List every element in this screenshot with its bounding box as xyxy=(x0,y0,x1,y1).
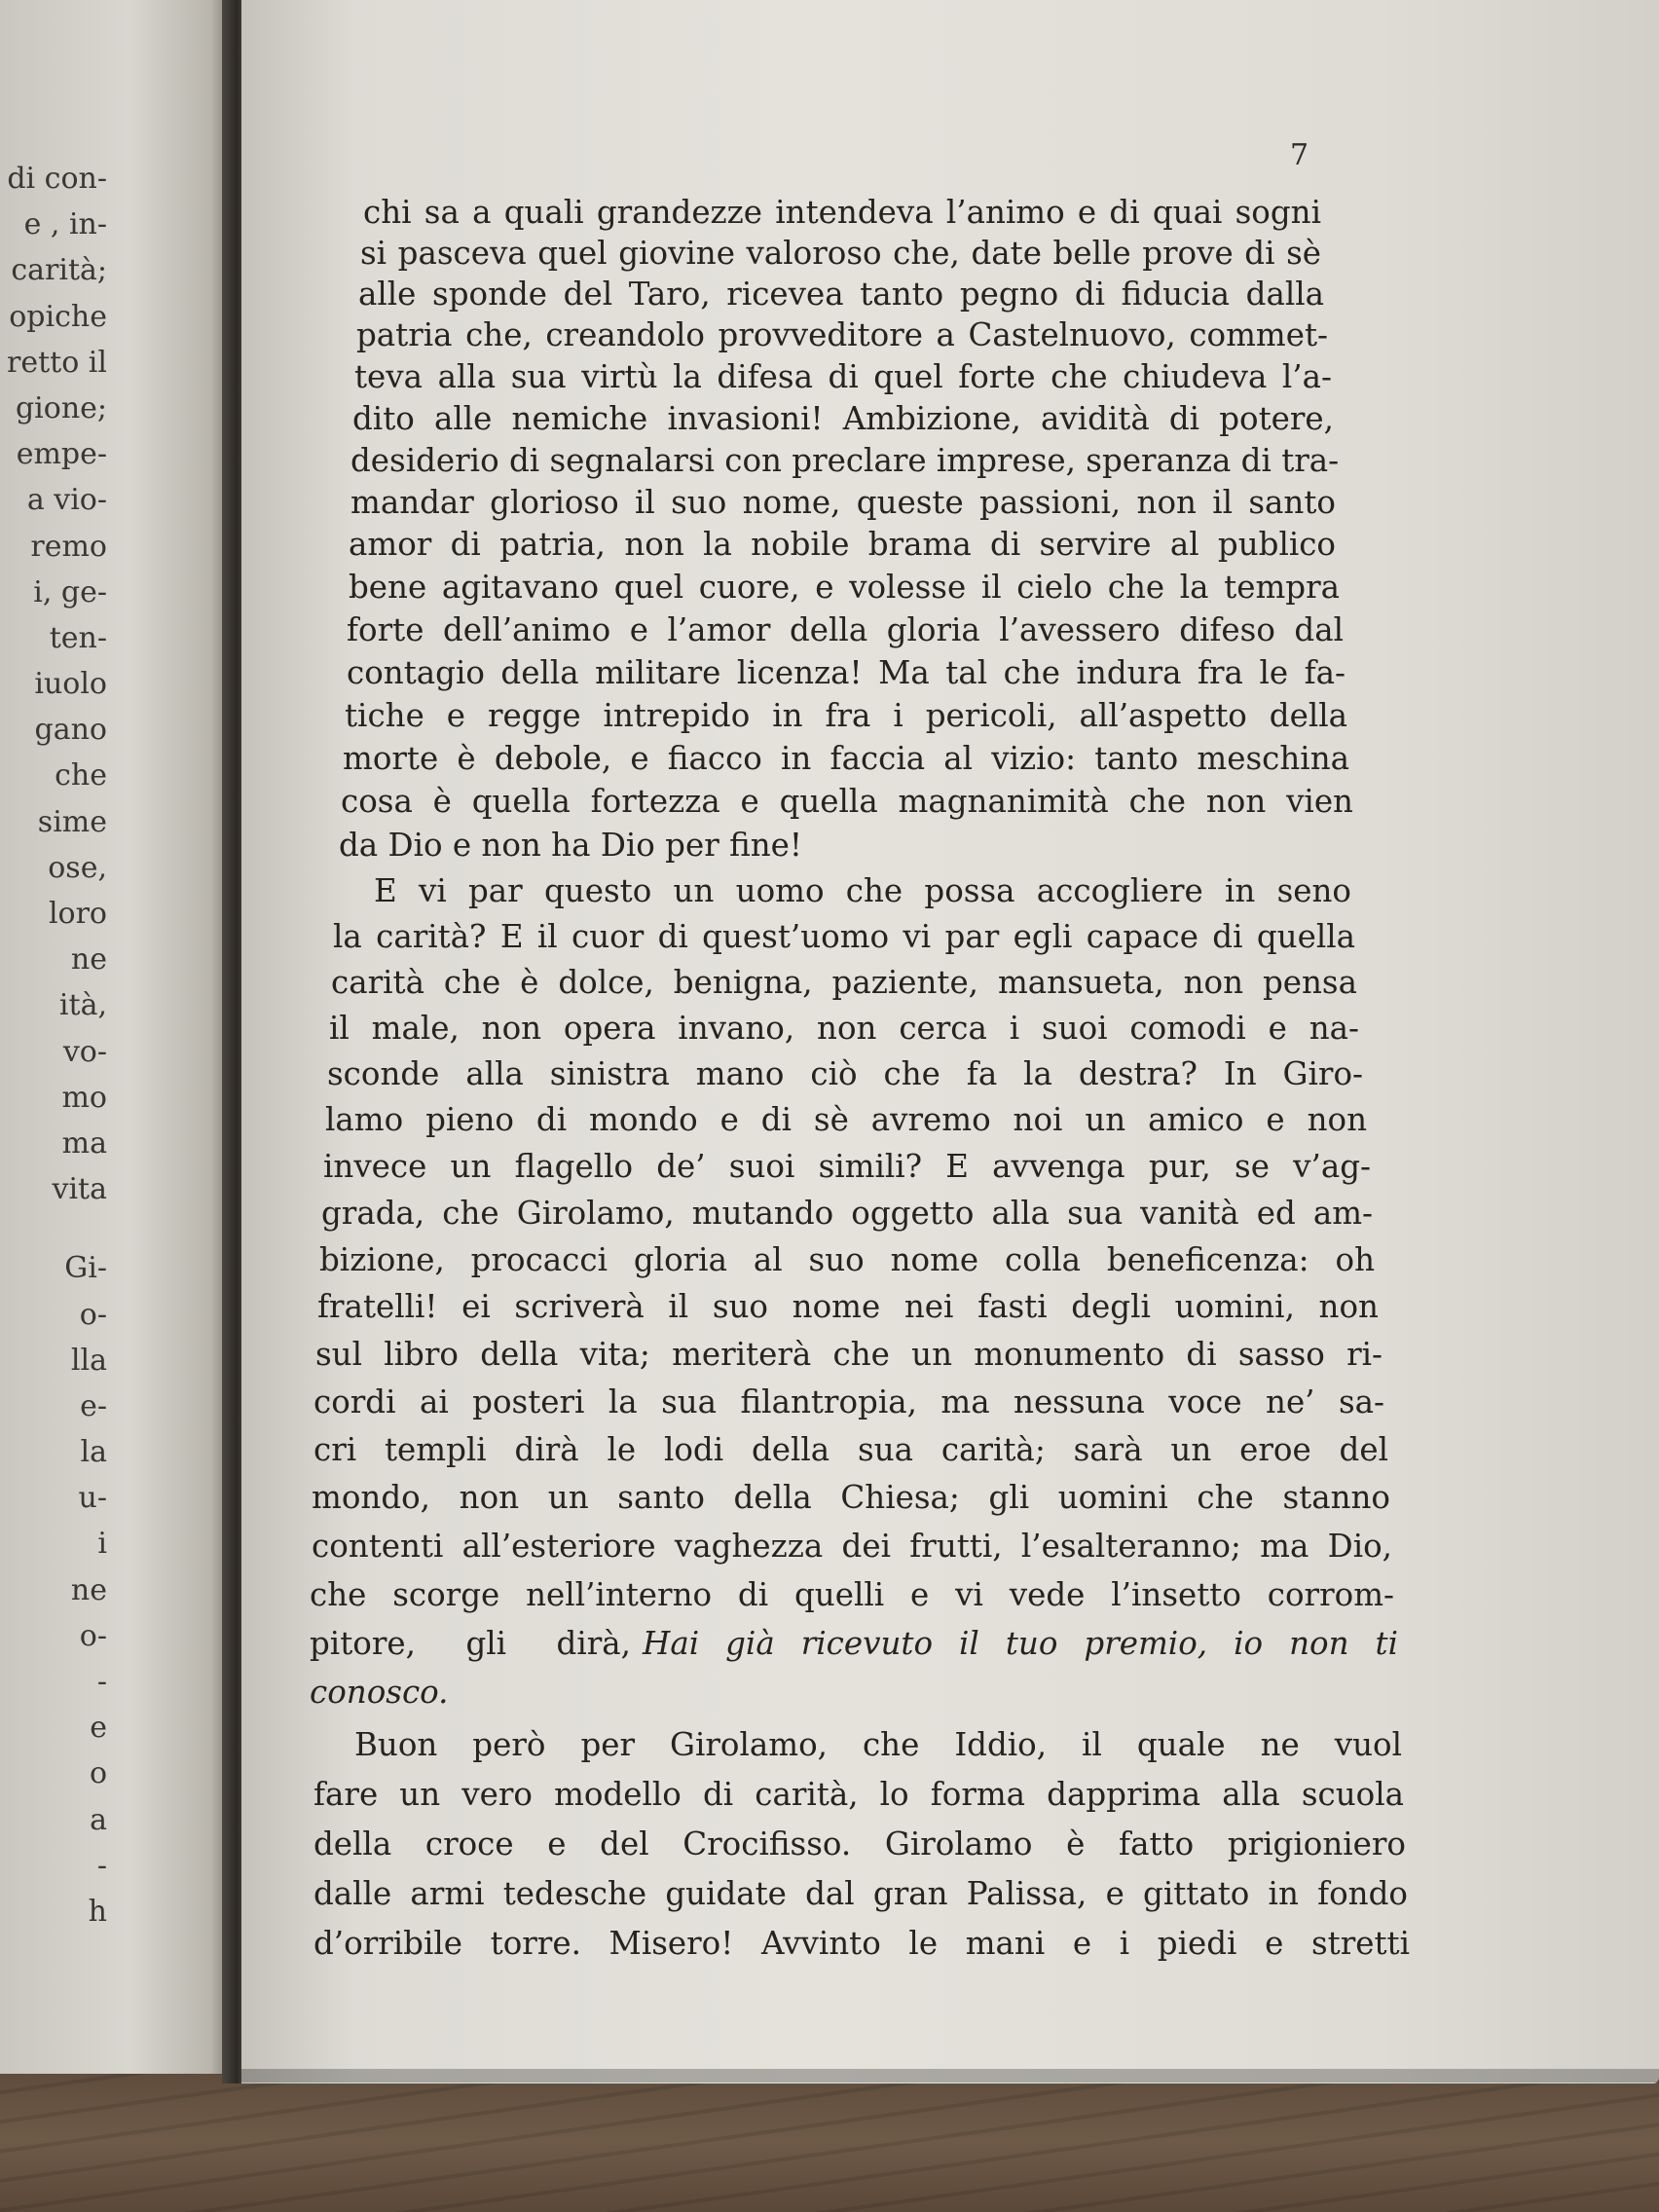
left-page-fragment: opiche xyxy=(9,299,107,334)
left-page-fragment: ne xyxy=(70,1572,107,1607)
left-page-fragment: e , in- xyxy=(23,207,107,242)
left-page-fragment: o- xyxy=(79,1618,107,1653)
text-line: bizione, procacci gloria al suo nome colla beneficenza: oh xyxy=(319,1241,1375,1278)
page-number: 7 xyxy=(1290,138,1309,172)
text-line: contagio della militare licenza! Ma tal che indura fra le fa- xyxy=(347,654,1346,691)
left-page-fragment: e- xyxy=(80,1388,107,1423)
left-page-fragment: a xyxy=(90,1802,107,1837)
text-line-italic: Hai già ricevuto il tuo premio, io non ti xyxy=(643,1625,1398,1662)
text-line: sconde alla sinistra mano ciò che fa la destra? In Giro- xyxy=(327,1055,1363,1092)
text-line: amor di patria, non la nobile brama di servire al publico xyxy=(349,526,1336,563)
left-page-text xyxy=(0,156,226,1935)
left-page-fragment: gione; xyxy=(15,390,107,425)
left-page-fragment: i xyxy=(97,1527,107,1562)
left-page-fragment: sime xyxy=(37,804,107,839)
text-line: da Dio e non ha Dio per fine! xyxy=(339,827,802,864)
text-line: fratelli! ei scriverà il suo nome nei fasti degli uomini, non xyxy=(317,1288,1379,1325)
text-line: la carità? E il cuor di quest’uomo vi par egli capace di quella xyxy=(333,918,1355,955)
left-page-fragment: vo- xyxy=(62,1034,107,1069)
left-page-fragment: iuolo xyxy=(34,667,107,702)
text-line: cosa è quella fortezza e quella magnanimità che non vien xyxy=(341,783,1353,820)
left-page-fragment: loro xyxy=(48,897,107,931)
left-page-fragment: carità; xyxy=(11,253,107,288)
text-line: il male, non opera invano, non cerca i suoi comodi e na- xyxy=(329,1010,1359,1047)
left-page-fragment: a vio- xyxy=(26,483,107,518)
left-page xyxy=(0,0,234,2074)
left-page-fragment: di con- xyxy=(7,162,107,196)
text-line: desiderio di segnalarsi con preclare imprese, speranza di tra- xyxy=(350,442,1340,479)
text-line-italic: conosco. xyxy=(310,1674,449,1711)
left-page-fragment: ne xyxy=(70,942,107,977)
left-page-fragment: mo xyxy=(61,1080,107,1115)
left-page-fragment: o xyxy=(89,1756,107,1791)
text-line: grada, che Girolamo, mutando oggetto alla sua vanità ed am- xyxy=(321,1195,1373,1232)
text-line: morte è debole, e fiacco in faccia al vizio: tanto meschina xyxy=(343,740,1349,777)
left-page-fragment: ma xyxy=(61,1125,107,1161)
text-line: invece un flagello de’ suoi simili? E avvenga pur, se v’ag- xyxy=(323,1148,1371,1185)
page-shadow xyxy=(241,2069,1659,2083)
text-line: fare un vero modello di carità, lo forma dapprima alla scuola xyxy=(313,1776,1404,1813)
text-line: carità che è dolce, benigna, paziente, mansueta, non pensa xyxy=(331,964,1357,1001)
left-page-fragment: gano xyxy=(34,713,107,748)
left-page-fragment: o- xyxy=(79,1297,107,1332)
text-line: cri templi dirà le lodi della sua carità; sarà un eroe del xyxy=(313,1431,1388,1468)
left-page-fragment: che xyxy=(55,758,107,793)
text-line: E vi par questo un uomo che possa accogliere in seno xyxy=(374,872,1351,909)
text-line: tiche e regge intrepido in fra i pericoli, all’aspetto della xyxy=(345,697,1347,734)
left-page-fragment: remo xyxy=(30,529,107,564)
text-line: lamo pieno di mondo e di sè avremo noi un amico e non xyxy=(325,1101,1367,1138)
text-line: che scorge nell’interno di quelli e vi vede l’insetto corrom- xyxy=(310,1576,1394,1613)
left-page-fragment: empe- xyxy=(16,437,107,472)
text-line: sul libro della vita; meriterà che un monumento di sasso ri- xyxy=(315,1336,1382,1373)
text-line: chi sa a quali grandezze intendeva l’animo e di quai sogni xyxy=(363,194,1321,231)
text-line: della croce e del Crocifisso. Girolamo è fatto prigioniero xyxy=(313,1825,1406,1862)
left-page-fragment: vita xyxy=(52,1172,107,1207)
left-page-fragment: i, ge- xyxy=(33,574,107,609)
left-page-fragment: Gi- xyxy=(64,1251,107,1286)
left-page-fragment: la xyxy=(80,1435,107,1470)
text-line: pitore, gli dirà, xyxy=(310,1625,631,1662)
left-page-fragment: - xyxy=(96,1665,107,1699)
left-page-fragment: - xyxy=(96,1848,107,1883)
text-line: contenti all’esteriore vaghezza dei frutti, l’esalteranno; ma Dio, xyxy=(312,1528,1392,1565)
text-line: mondo, non un santo della Chiesa; gli uomini che stanno xyxy=(312,1479,1390,1516)
text-line: cordi ai posteri la sua filantropia, ma nessuna voce ne’ sa- xyxy=(313,1383,1384,1420)
text-line: mandar glorioso il suo nome, queste passioni, non il santo xyxy=(350,484,1336,521)
text-line: si pasceva quel giovine valoroso che, date belle prove di sè xyxy=(360,235,1321,272)
text-line: dito alle nemiche invasioni! Ambizione, avidità di potere, xyxy=(352,400,1334,437)
left-page-fragment: e xyxy=(90,1711,107,1746)
text-line: bene agitavano quel cuore, e volesse il cielo che la tempra xyxy=(349,569,1340,606)
text-line: Buon però per Girolamo, che Iddio, il quale ne vuol xyxy=(354,1726,1402,1763)
left-page-fragment: h xyxy=(88,1894,107,1929)
left-page-fragment: ten- xyxy=(49,620,107,655)
left-page-fragment: retto il xyxy=(7,345,107,380)
text-line: teva alla sua virtù la difesa di quel forte che chiudeva l’a- xyxy=(354,358,1332,395)
left-page-fragment: lla xyxy=(70,1343,107,1378)
text-line: alle sponde del Taro, ricevea tanto pegno di fiducia dalla xyxy=(358,276,1324,313)
text-line: forte dell’animo e l’amor della gloria l’avessero difeso dal xyxy=(347,611,1344,648)
left-page-fragment: ità, xyxy=(58,988,107,1023)
text-line: d’orribile torre. Misero! Avvinto le mani e i piedi e stretti xyxy=(313,1925,1410,1962)
text-line: dalle armi tedesche guidate dal gran Palissa, e gittato in fondo xyxy=(313,1875,1408,1912)
text-line: patria che, creandolo provveditore a Castelnuovo, commet- xyxy=(356,316,1328,353)
left-page-fragment: u- xyxy=(78,1481,107,1516)
left-page-fragment: ose, xyxy=(48,850,107,885)
